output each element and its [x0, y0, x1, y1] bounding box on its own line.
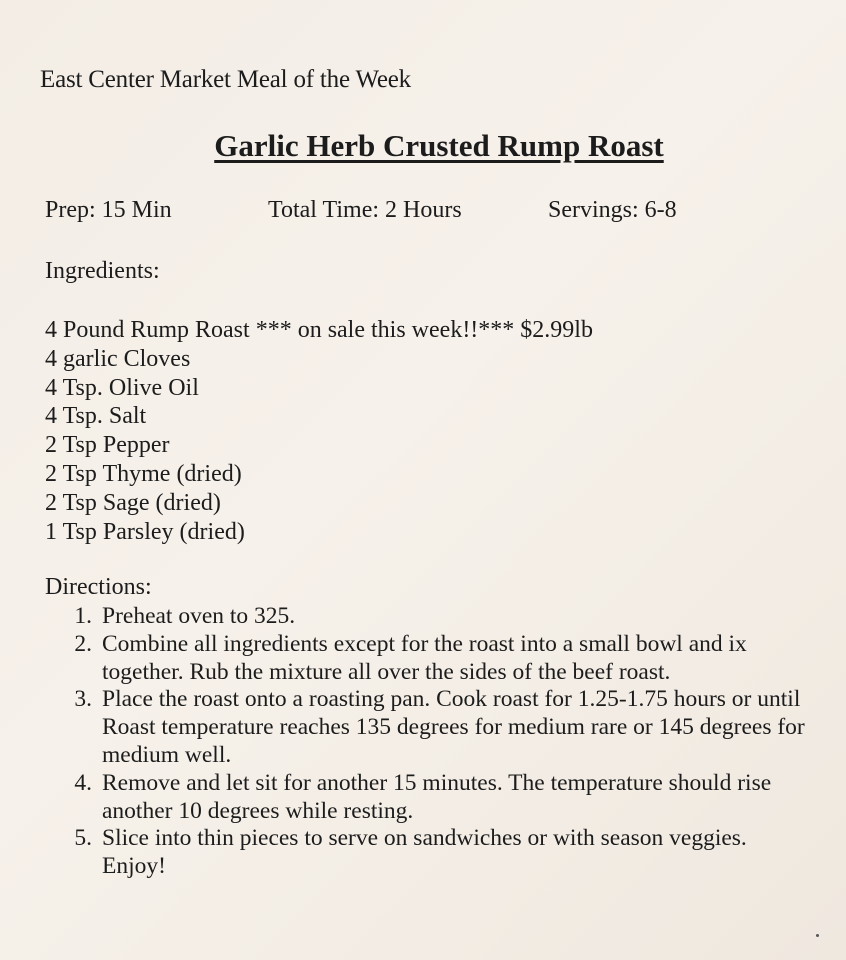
servings: Servings: 6-8 [548, 197, 677, 223]
prep-time: Prep: 15 Min [45, 197, 172, 223]
ingredient-item: 4 Pound Rump Roast *** on sale this week!!*** $2.99lb [45, 317, 593, 343]
step-text: Slice into thin pieces to serve on sandwiches or with season veggies. Enjoy! [102, 825, 747, 880]
ingredient-item: 2 Tsp Pepper [45, 432, 170, 459]
step-number: 1. [74, 603, 92, 629]
directions-heading: Directions: [45, 574, 152, 600]
ingredient-item: 1 Tsp Parsley (dried) [45, 518, 245, 545]
page-header: East Center Market Meal of the Week [40, 66, 411, 93]
step-text: Preheat oven to 325. [102, 603, 296, 629]
ingredient-item: 4 Tsp. Salt [45, 403, 147, 430]
paper-speck [816, 934, 819, 937]
step-number: 4. [74, 769, 92, 796]
direction-step [45, 631, 805, 687]
ingredient-item: 2 Tsp Sage (dried) [45, 489, 221, 516]
ingredients-heading: Ingredients: [45, 258, 160, 284]
step-number: 2. [74, 630, 92, 657]
step-text: Place the roast onto a roasting pan. Cook roast for 1.25-1.75 hours or until Roast temperature reaches 135 degrees for medium rare or 145 degrees for medium well. [102, 686, 805, 768]
step-text: Remove and let sit for another 15 minutes. The temperature should rise another 10 degrees while resting. [102, 769, 772, 824]
step-number: 3. [74, 686, 92, 713]
ingredient-item: 2 Tsp Thyme (dried) [45, 460, 242, 487]
ingredient-item: 4 garlic Cloves [45, 345, 191, 372]
step-number: 5. [74, 825, 92, 852]
total-time: Total Time: 2 Hours [268, 197, 462, 223]
direction-step [45, 770, 805, 826]
directions-list [45, 603, 805, 881]
ingredient-item: 4 Tsp. Olive Oil [45, 374, 199, 401]
recipe-title: Garlic Herb Crusted Rump Roast [214, 128, 664, 163]
ingredients-list [45, 316, 593, 546]
direction-step [45, 603, 805, 631]
direction-step [45, 825, 805, 881]
direction-step [45, 686, 805, 769]
step-text: Combine all ingredients except for the roast into a small bowl and ix together. Rub the mixture all over the sides of the beef roast. [102, 630, 747, 685]
